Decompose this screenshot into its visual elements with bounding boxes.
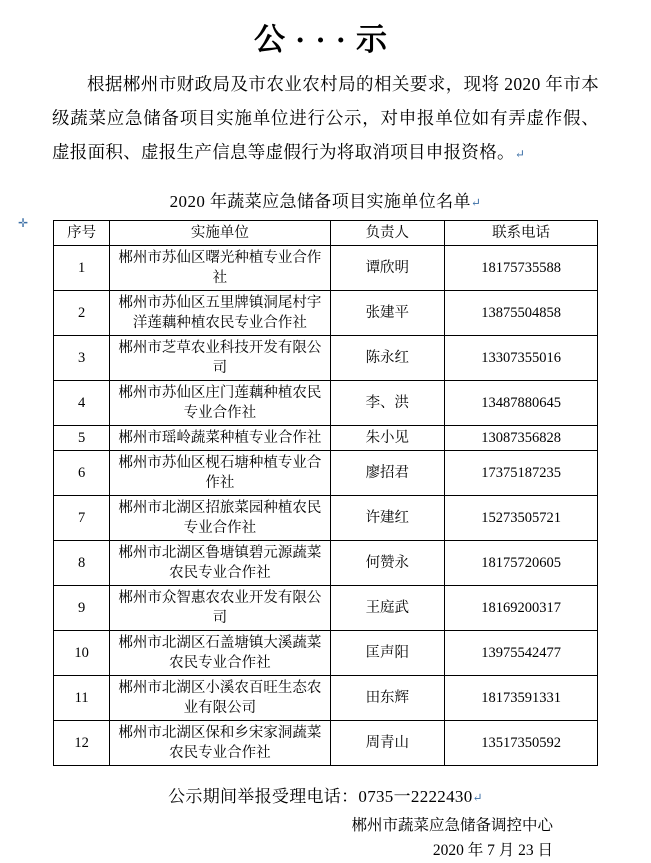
cell-unit: 郴州市苏仙区枧石塘种植专业合作社 [110,450,330,495]
cell-unit: 郴州市北湖区招旅菜园种植农民专业合作社 [110,495,330,540]
cell-person: 廖招君 [330,450,445,495]
report-phone-text: 公示期间举报受理电话：0735一2222430 [168,786,473,806]
cell-phone: 17375187235 [445,450,598,495]
table-row [54,450,598,495]
cell-seq: 4 [54,380,110,425]
cell-unit: 郴州市众智惠农农业开发有限公司 [110,585,330,630]
table-row [54,585,598,630]
page-title: 公···示 [253,22,397,57]
cell-phone: 15273505721 [445,495,598,540]
cell-seq: 8 [54,540,110,585]
report-phone-line [40,782,611,807]
cell-unit: 郴州市苏仙区曙光种植专业合作社 [110,245,330,290]
table-header-row [54,220,598,245]
cell-seq: 2 [54,290,110,335]
table-row [54,720,598,765]
cell-unit: 郴州市芝草农业科技开发有限公司 [110,335,330,380]
table-caption [40,187,611,212]
cell-phone: 18175720605 [445,540,598,585]
cell-seq: 6 [54,450,110,495]
intro-paragraph-text: 根据郴州市财政局及市农业农村局的相关要求，现将 2020 年市本级蔬菜应急储备项目实施单位进行公示，对申报单位如有弄虚作假、虚报面积、虚报生产信息等虚假行为将取消项目申报资格。 [52,74,599,162]
cell-unit: 郴州市北湖区保和乡宋家洞蔬菜农民专业合作社 [110,720,330,765]
intro-paragraph [52,67,599,171]
cell-person: 陈永红 [330,335,445,380]
cell-seq: 11 [54,675,110,720]
cell-person: 周青山 [330,720,445,765]
cell-phone: 18175735588 [445,245,598,290]
cell-phone: 13975542477 [445,630,598,675]
cell-person: 李、洪 [330,380,445,425]
column-header-person: 负责人 [330,220,445,245]
table-row [54,675,598,720]
implementation-units-table [53,220,598,766]
cell-phone: 13087356828 [445,425,598,450]
paragraph-anchor-icon: ✛ [18,216,29,230]
cell-person: 何赞永 [330,540,445,585]
cell-unit: 郴州市北湖区小溪农百旺生态农业有限公司 [110,675,330,720]
cell-person: 田东辉 [330,675,445,720]
cell-phone: 18173591331 [445,675,598,720]
cell-unit: 郴州市苏仙区五里牌镇洞尾村宇洋莲藕种植农民专业合作社 [110,290,330,335]
cell-unit: 郴州市苏仙区庄门莲藕种植农民专业合作社 [110,380,330,425]
cell-seq: 3 [54,335,110,380]
table-caption-text: 2020 年蔬菜应急储备项目实施单位名单 [169,191,471,211]
cell-person: 朱小见 [330,425,445,450]
pilcrow-icon: ↵ [470,195,482,210]
cell-unit: 郴州市瑶岭蔬菜种植专业合作社 [110,425,330,450]
column-header-unit: 实施单位 [110,220,330,245]
pilcrow-icon: ↵ [472,790,483,805]
table-row [54,245,598,290]
table-row [54,290,598,335]
cell-seq: 12 [54,720,110,765]
cell-phone: 13875504858 [445,290,598,335]
table-row [54,380,598,425]
signature-org: 郴州市蔬菜应急储备调控中心 [351,816,553,834]
pilcrow-icon: ↵ [514,146,526,161]
cell-person: 张建平 [330,290,445,335]
cell-phone: 13487880645 [445,380,598,425]
cell-person: 许建红 [330,495,445,540]
table-row [54,335,598,380]
table-row [54,630,598,675]
document-page [0,14,651,859]
table-row [54,495,598,540]
cell-seq: 10 [54,630,110,675]
table-row [54,540,598,585]
cell-seq: 1 [54,245,110,290]
cell-person: 匡声阳 [330,630,445,675]
cell-phone: 13307355016 [445,335,598,380]
table-row [54,425,598,450]
cell-unit: 郴州市北湖区鲁塘镇碧元源蔬菜农民专业合作社 [110,540,330,585]
cell-seq: 9 [54,585,110,630]
cell-person: 王庭武 [330,585,445,630]
signature-block [40,813,553,863]
column-header-phone: 联系电话 [445,220,598,245]
column-header-seq: 序号 [54,220,110,245]
cell-seq: 7 [54,495,110,540]
signature-date: 2020 年 7 月 23 日 [432,841,553,859]
cell-phone: 18169200317 [445,585,598,630]
cell-person: 谭欣明 [330,245,445,290]
cell-unit: 郴州市北湖区石盖塘镇大溪蔬菜农民专业合作社 [110,630,330,675]
cell-phone: 13517350592 [445,720,598,765]
cell-seq: 5 [54,425,110,450]
